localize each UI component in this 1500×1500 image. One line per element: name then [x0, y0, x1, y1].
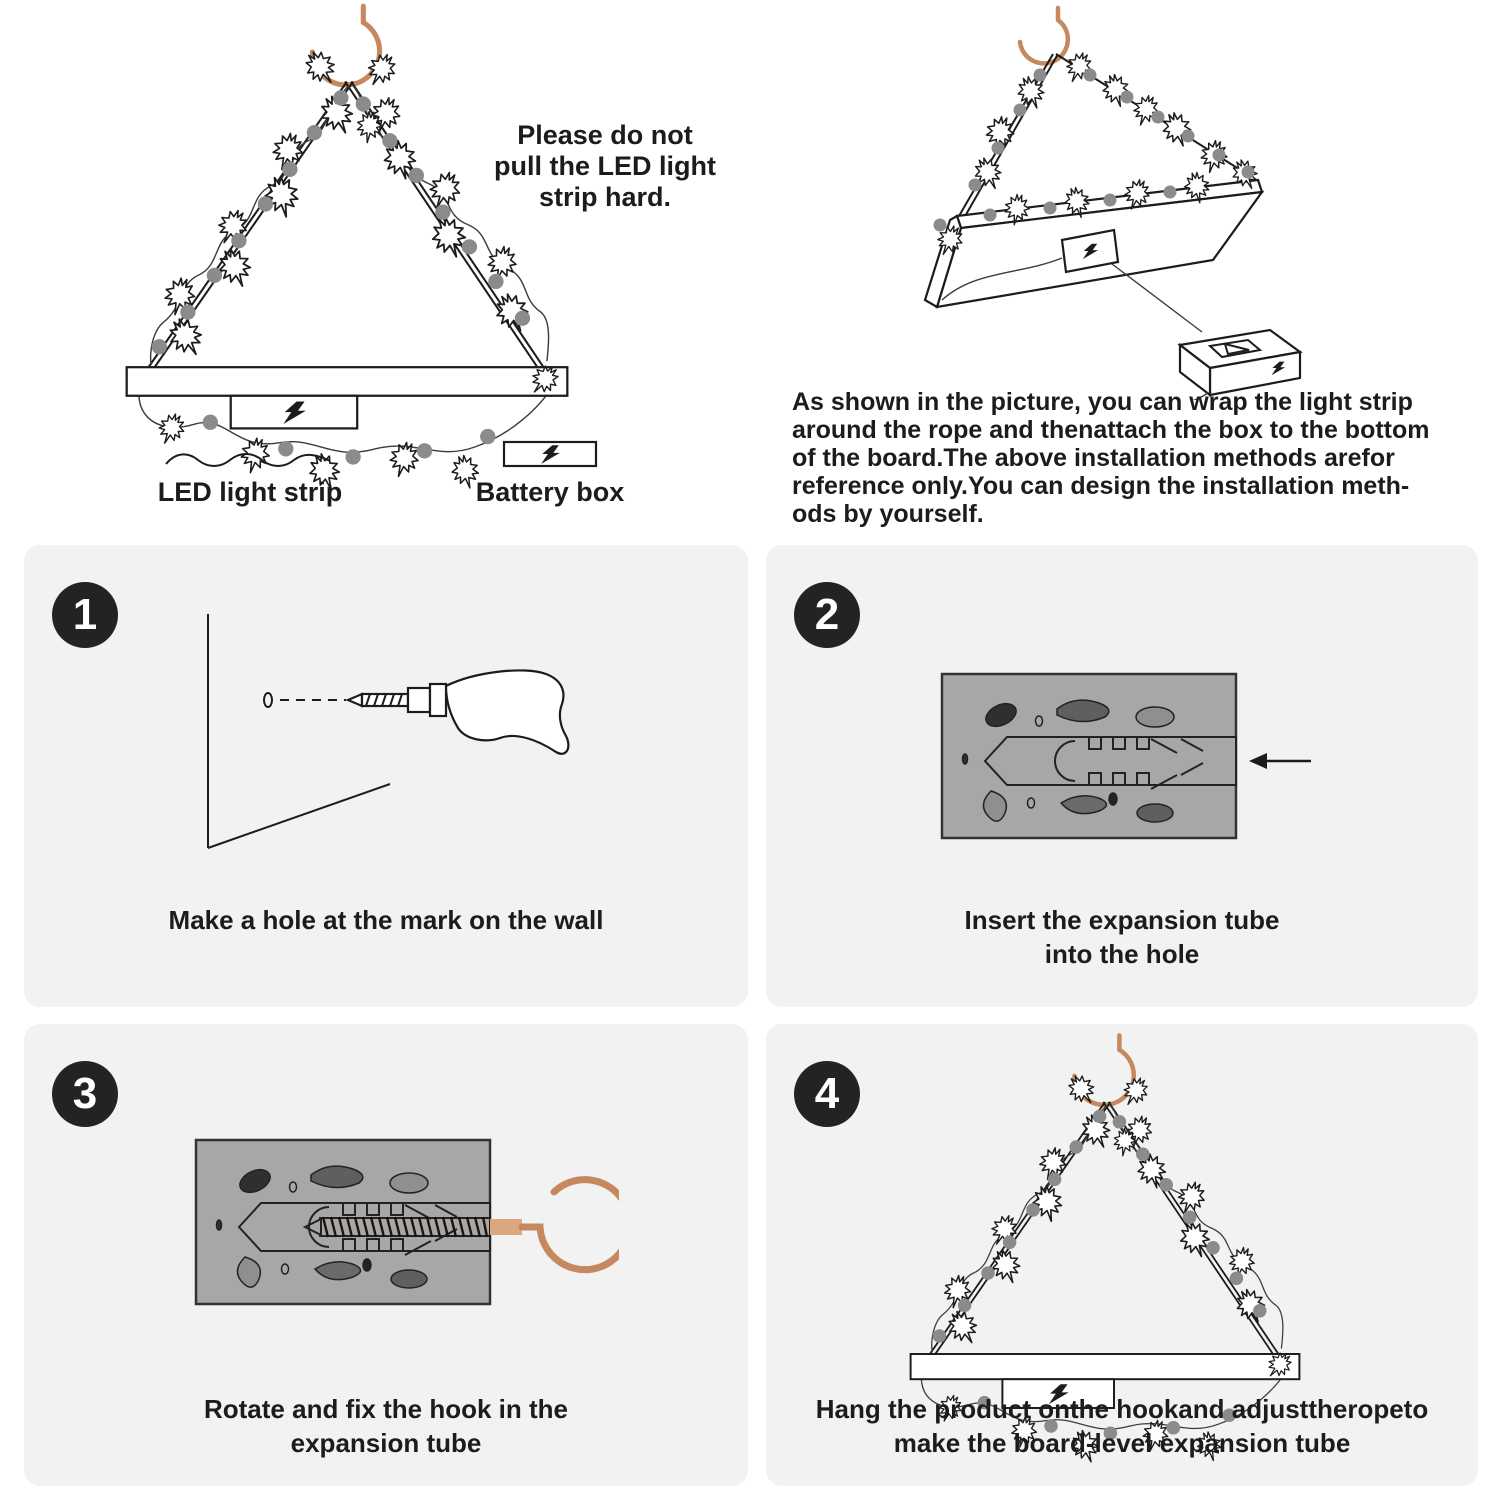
wall-cross-section [196, 1140, 490, 1304]
legend-label-battery-box: Battery box [475, 477, 625, 507]
expansion-tube-wall-illustration [931, 663, 1321, 853]
legend-label-led-strip: LED light strip [157, 477, 343, 507]
description-line: of the board.The above installation methods arefor [792, 444, 1395, 472]
screw-hook-icon [490, 1180, 619, 1270]
description-line: reference only.You can design the installation meth- [792, 472, 1410, 500]
step-number: 1 [72, 590, 98, 639]
hanging-hook-icon [1020, 8, 1068, 63]
drill-hole-illustration [194, 600, 624, 900]
warning-line: Please do not [517, 120, 693, 150]
installation-description [792, 388, 1430, 528]
product-back-illustration [880, 0, 1400, 400]
drill-icon [348, 670, 568, 753]
caption-line: Hang the product onthe hookand adjusttheropeto [815, 1394, 1429, 1424]
caption-line: into the hole [1044, 939, 1200, 969]
step-caption [766, 903, 1478, 971]
product-front-illustration [112, 0, 582, 510]
wall-cross-section [942, 674, 1236, 838]
led-light-strip-icon [162, 448, 334, 474]
step-caption [766, 1392, 1478, 1460]
warning-text [450, 120, 760, 213]
caption-line: Insert the expansion tube [964, 905, 1280, 935]
step-number: 3 [72, 1069, 98, 1118]
step-caption [24, 1392, 748, 1460]
caption-line: expansion tube [290, 1428, 482, 1458]
warning-line: strip hard. [538, 182, 672, 212]
hole-mark [264, 693, 272, 707]
step-panel-2 [766, 545, 1478, 1007]
floor-line [208, 784, 390, 848]
step-panel-3 [24, 1024, 748, 1486]
step-number: 2 [814, 590, 840, 639]
warning-line: pull the LED light [494, 151, 716, 181]
step-number: 4 [814, 1069, 840, 1118]
caption-line: Rotate and fix the hook in the [203, 1394, 568, 1424]
callout-line [1112, 264, 1202, 332]
step-number-badge [794, 582, 860, 648]
insert-arrow-icon [1249, 753, 1311, 769]
caption-line: Make a hole at the mark on the wall [168, 905, 604, 935]
description-line: As shown in the picture, you can wrap the light strip [792, 388, 1413, 416]
step-number-badge [52, 1061, 118, 1127]
hook-in-wall-illustration [189, 1129, 619, 1324]
step-number-badge [52, 582, 118, 648]
step-panel-1 [24, 545, 748, 1007]
battery-box-icon [502, 440, 598, 468]
step-number-badge [794, 1061, 860, 1127]
step-caption [24, 903, 748, 937]
description-line: ods by yourself. [792, 500, 984, 528]
caption-line: make the board-level expansion tube [893, 1428, 1351, 1458]
step-panel-4 [766, 1024, 1478, 1486]
description-line: around the rope and thenattach the box to the bottom [792, 416, 1430, 444]
